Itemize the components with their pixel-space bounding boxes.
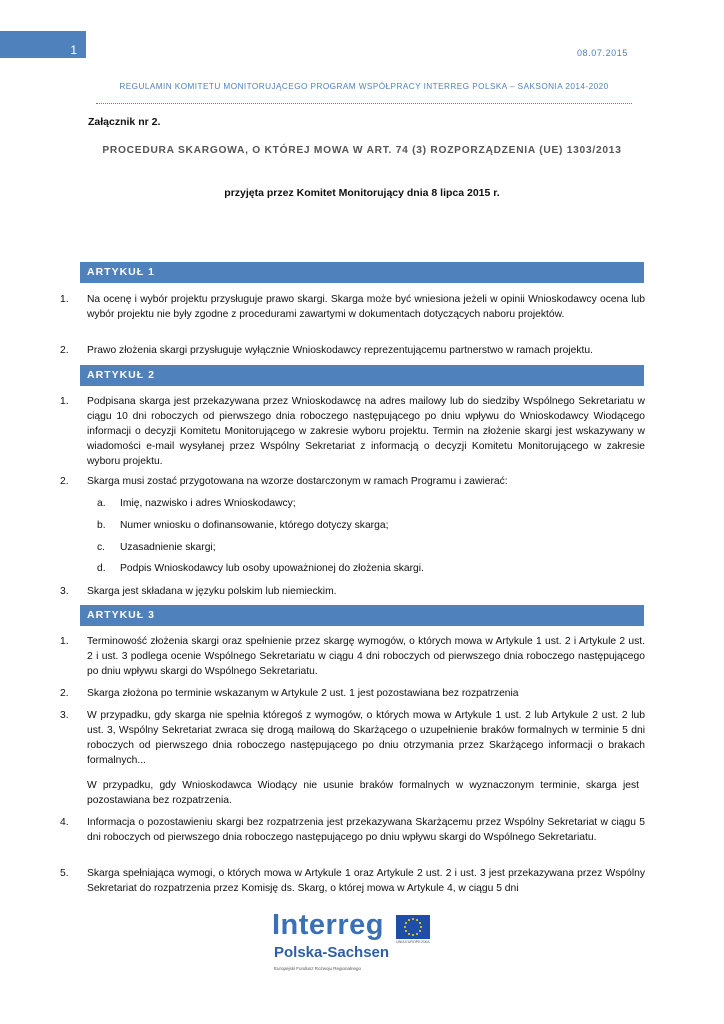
header-divider (96, 103, 632, 104)
logo-region: Polska-Sachsen (274, 944, 390, 961)
item-number: 1. (60, 396, 69, 407)
article-3-paragraph: W przypadku, gdy Wnioskodawca Wiodący nie usunie braków formalnych w wyznaczonym terminie, skarga jest pozostawiana bez rozpatrzenia. (87, 780, 639, 806)
item-number: 3. (60, 710, 69, 721)
article-3-item-2 (60, 686, 645, 701)
item-text: Skarga musi zostać przygotowana na wzorze dostarczonym w ramach Programu i zawierać: (87, 476, 508, 487)
article-1-item-1 (60, 292, 645, 322)
item-number: 2. (60, 345, 69, 356)
article-2-item-2 (60, 474, 645, 489)
subitem-letter: a. (97, 498, 106, 509)
article-2-subitem-d (97, 561, 637, 576)
subitem-text: Imię, nazwisko i adres Wnioskodawcy; (120, 498, 296, 509)
article-3-item-3 (60, 708, 645, 768)
eu-label: UNIA EUROPEJSKA (396, 940, 430, 944)
article-2-subitem-a (97, 496, 637, 511)
item-number: 1. (60, 294, 69, 305)
eu-flag-icon (396, 915, 430, 939)
item-number: 3. (60, 586, 69, 597)
article-1-heading: ARTYKUŁ 1 (80, 262, 644, 283)
article-2-item-1 (60, 394, 645, 469)
subitem-letter: d. (97, 563, 106, 574)
subitem-text: Podpis Wnioskodawcy lub osoby upoważnionej do złożenia skargi. (120, 563, 424, 574)
item-number: 1. (60, 636, 69, 647)
subitem-text: Numer wniosku o dofinansowanie, którego dotyczy skarga; (120, 520, 389, 531)
item-text: Informacja o pozostawieniu skargi bez rozpatrzenia jest przekazywana Skarżącemu przez Wspólny Sekretariat w ciągu 5 dni roboczych od pierwszego dnia roboczego następującego po dniu wpływu skargi do Wspólnego Sekretariatu. (87, 817, 645, 843)
item-text: Skarga jest składana w języku polskim lub niemieckim. (87, 586, 337, 597)
item-number: 2. (60, 476, 69, 487)
subitem-letter: b. (97, 520, 106, 531)
running-header: REGULAMIN KOMITETU MONITORUJĄCEGO PROGRAM WSPÓŁPRACY INTERREG POLSKA – SAKSONIA 2014-2020 (119, 82, 609, 91)
item-text: W przypadku, gdy skarga nie spełnia któregoś z wymogów, o których mowa w Artykule 1 ust. 2 lub Artykule 2 ust. 2 lub ust. 3, Wspólny Sekretariat zwraca się drogą mailową do Skarżącego o uzupełnienie braków formalnych w terminie 5 dni roboczych od pierwszego dnia roboczego następującego po dniu otrzymania przez Skarżącego informacji o brakach formalnych... (87, 710, 645, 766)
item-text: Prawo złożenia skargi przysługuje wyłącznie Wnioskodawcy reprezentującemu partnerstwo w ramach projektu. (87, 345, 593, 356)
article-2-heading: ARTYKUŁ 2 (80, 365, 644, 386)
page-number-tab (0, 31, 86, 58)
item-text: Na ocenę i wybór projektu przysługuje prawo skargi. Skarga może być wniesiona jeżeli w opinii Wnioskodawcy ocena lub wybór projektu nie były zgodne z procedurami zawartymi w dokumentach dotyczących naboru projektów. (87, 294, 645, 320)
logo-fund-text: Europejski Fundusz Rozwoju Regionalnego (274, 966, 362, 971)
item-text: Podpisana skarga jest przekazywana przez Wnioskodawcę na adres mailowy lub do siedziby Wspólnego Sekretariatu w ciągu 10 dni roboczych od pierwszego dnia roboczego następującego po dniu wpływu do Wnioskodawcy Wiodącego informacji o decyzji Komitetu Monitorującego w zakresie wyboru projektu. Termin na złożenie skargi jest wskazywany w wiadomości e-mail wysyłanej przez Wspólny Sekretariat z informacją o decyzji Komitetu Monitorującego w zakresie wyboru projektu. (87, 396, 645, 467)
article-3-item-4 (60, 815, 645, 845)
document-date: 08.07.2015 (576, 48, 628, 58)
article-1-item-2 (60, 343, 645, 358)
page-number: 1 (70, 43, 77, 57)
article-2-item-3 (60, 584, 645, 599)
procedure-title: PROCEDURA SKARGOWA, O KTÓREJ MOWA W ART. 74 (3) ROZPORZĄDZENIA (UE) 1303/2013 (102, 145, 622, 156)
item-number: 2. (60, 688, 69, 699)
subitem-text: Uzasadnienie skargi; (120, 542, 216, 553)
item-number: 5. (60, 868, 69, 879)
article-2-subitem-b (97, 518, 637, 533)
article-3-item-1 (60, 634, 645, 679)
item-number: 4. (60, 817, 69, 828)
item-text: Terminowość złożenia skargi oraz spełnienie przez skargę wymogów, o których mowa w Artykule 1 ust. 2 i Artykule 2 ust. 2 i ust. 3 podlega ocenie Wspólnego Sekretariatu w ciągu 4 dni roboczych od pierwszego dnia roboczego następującego po dniu wpływu skargi do Wspólnego Sekretariatu. (87, 636, 645, 677)
interreg-logo (270, 909, 440, 975)
item-text: Skarga złożona po terminie wskazanym w Artykule 2 ust. 1 jest pozostawiana bez rozpatrzenia (87, 688, 519, 699)
logo-wordmark: Interreg (272, 909, 384, 941)
article-3-heading: ARTYKUŁ 3 (80, 605, 644, 626)
item-text: Skarga spełniająca wymogi, o których mowa w Artykule 1 oraz Artykule 2 ust. 2 i ust. 3 jest przekazywana przez Wspólny Sekretariat do rozpatrzenia przez Komisję ds. Skarg, o której mowa w Artykule 4, w ciągu 5 dni (87, 868, 645, 894)
annex-label: Załącznik nr 2. (88, 116, 161, 128)
article-2-subitem-c (97, 540, 637, 555)
adoption-note: przyjęta przez Komitet Monitorujący dnia 8 lipca 2015 r. (224, 187, 500, 199)
article-3-item-5 (60, 866, 645, 896)
subitem-letter: c. (97, 542, 106, 553)
